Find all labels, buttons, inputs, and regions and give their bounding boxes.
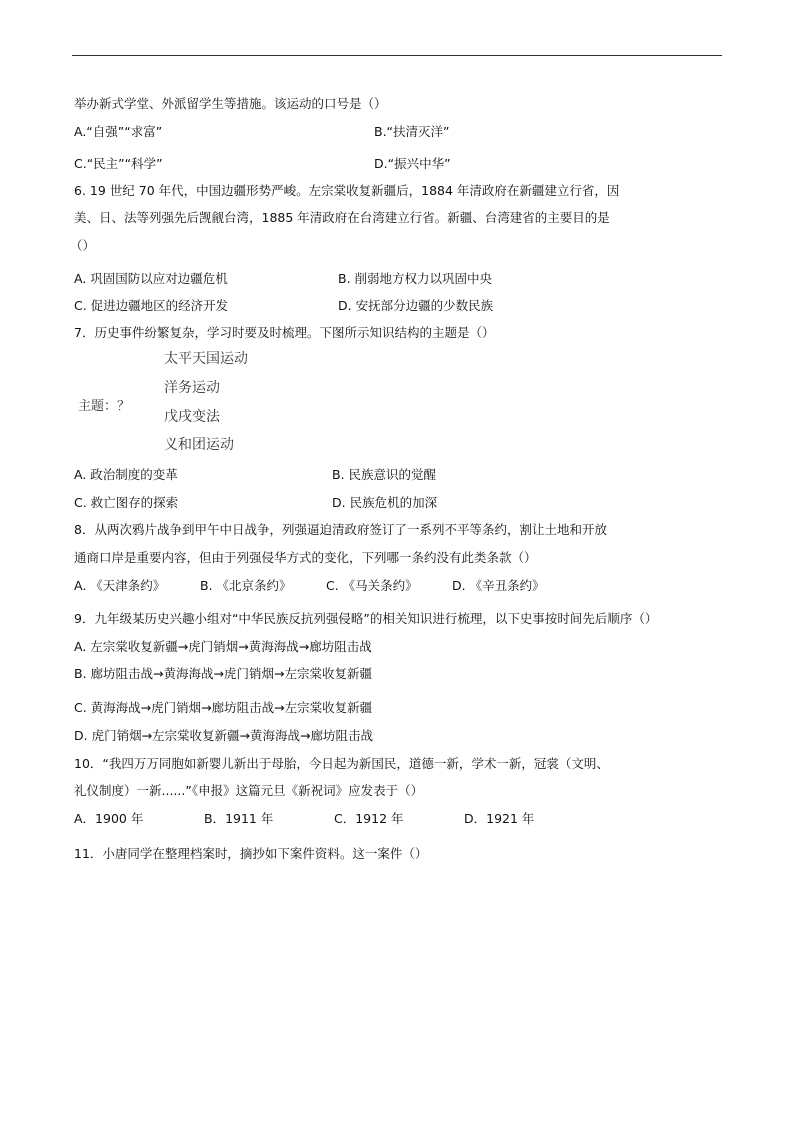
q6-option-b[interactable]: B. 削弱地方权力以巩固中央 [338,271,493,286]
header-rule [72,55,722,56]
q6-stem-line-3: （） [70,238,96,253]
q10-option-d[interactable]: D．1921 年 [464,811,535,826]
q6-option-c[interactable]: C. 促进边疆地区的经济开发 [74,298,229,313]
q7-option-a[interactable]: A. 政治制度的变革 [74,467,178,482]
q7-topic-label: 主题：？ [78,399,131,414]
q10-stem-line-1: 10．“我四万万同胞如新婴儿新出于母胎，今日起为新国民，道德一新，学术一新，冠裳（文明、 [74,756,609,771]
q7-option-b[interactable]: B. 民族意识的觉醒 [332,467,437,482]
q7-topic-wuxu: 戊戌变法 [164,409,220,425]
q9-option-b[interactable]: B. 廊坊阻击战→黄海海战→虎门销烟→左宗棠收复新疆 [74,666,372,681]
q5-option-b[interactable]: B.“扶清灭洋” [374,124,450,139]
q9-option-a[interactable]: A. 左宗棠收复新疆→虎门销烟→黄海海战→廊坊阻击战 [74,639,372,654]
q6-option-a[interactable]: A. 巩固国防以应对边疆危机 [74,271,228,286]
q10-option-a[interactable]: A．1900 年 [74,811,144,826]
q6-option-d[interactable]: D. 安抚部分边疆的少数民族 [338,298,494,313]
q9-option-c[interactable]: C. 黄海海战→虎门销烟→廊坊阻击战→左宗棠收复新疆 [74,700,373,715]
q8-option-c[interactable]: C. 《马关条约》 [326,578,418,593]
q11-stem: 11．小唐同学在整理档案时，摘抄如下案件资料。这一案件（） [74,846,428,861]
q6-stem-line-2: 美、日、法等列强先后觊觎台湾，1885 年清政府在台湾建立行省。新疆、台湾建省的主要目的是 [74,210,610,225]
q5-stem: 举办新式学堂、外派留学生等措施。该运动的口号是（） [74,96,387,111]
q9-option-d[interactable]: D. 虎门销烟→左宗棠收复新疆→黄海海战→廊坊阻击战 [74,728,373,743]
q8-option-b[interactable]: B. 《北京条约》 [200,578,292,593]
q7-stem: 7．历史事件纷繁复杂，学习时要及时梳理。下图所示知识结构的主题是（） [74,325,495,340]
q7-topic-yihetuan: 义和团运动 [164,437,234,453]
q5-option-c[interactable]: C.“民主”“科学” [74,156,163,171]
q9-stem: 9．九年级某历史兴趣小组对“中华民族反抗列强侵略”的相关知识进行梳理，以下史事按时间先后顺序（） [74,611,658,626]
q10-option-c[interactable]: C．1912 年 [334,811,404,826]
q7-topic-yangwu: 洋务运动 [164,380,220,396]
q8-option-a[interactable]: A. 《天津条约》 [74,578,166,593]
q8-stem-line-1: 8．从两次鸦片战争到甲午中日战争，列强逼迫清政府签订了一系列不平等条约，割让土地和开放 [74,522,607,537]
q5-option-d[interactable]: D.“振兴中华” [374,156,451,171]
q7-topic-taiping: 太平天国运动 [164,351,248,367]
q5-option-a[interactable]: A.“自强”“求富” [74,124,163,139]
q8-stem-line-2: 通商口岸是重要内容，但由于列强侵华方式的变化，下列哪一条约没有此类条款（） [74,550,537,565]
q10-option-b[interactable]: B．1911 年 [204,811,274,826]
q8-option-d[interactable]: D. 《辛丑条约》 [452,578,545,593]
q6-stem-line-1: 6. 19 世纪 70 年代，中国边疆形势严峻。左宗棠收复新疆后，1884 年清政府在新疆建立行省，因 [74,183,620,198]
q7-option-c[interactable]: C. 救亡图存的探索 [74,495,179,510]
q7-option-d[interactable]: D. 民族危机的加深 [332,495,438,510]
q10-stem-line-2: 礼仪制度）一新......”《申报》这篇元旦《新祝词》应发表于（） [74,783,424,798]
